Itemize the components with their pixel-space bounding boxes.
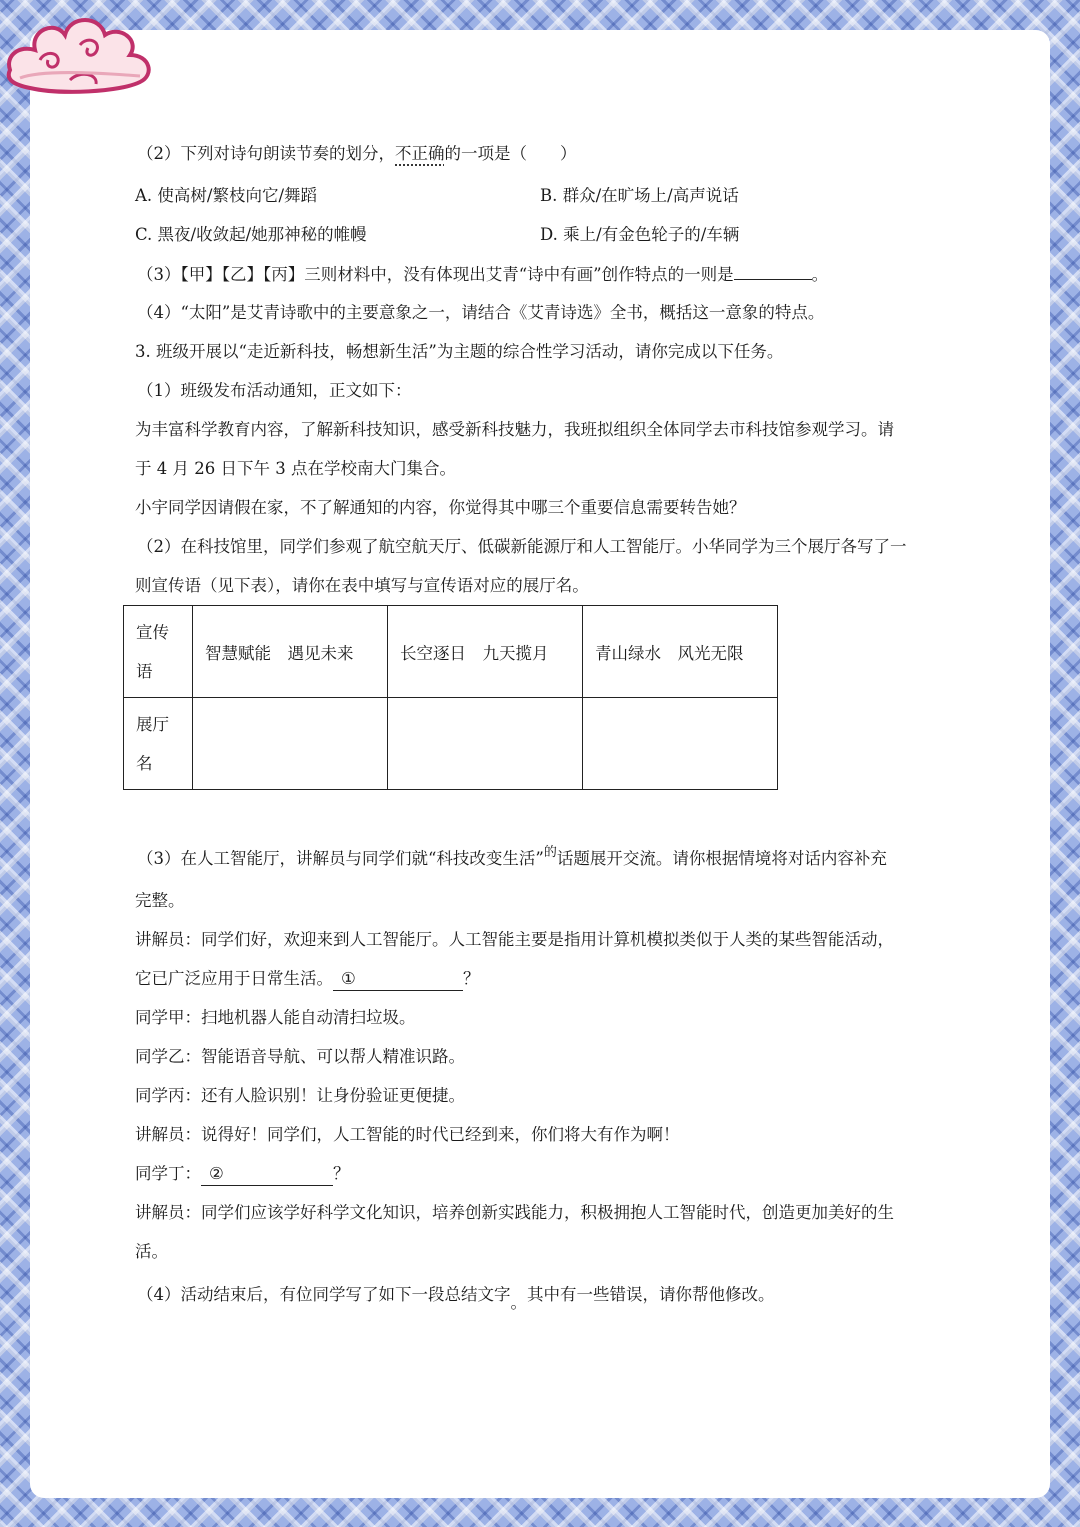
- hall-name-cell[interactable]: [193, 698, 388, 790]
- option-c[interactable]: C. 黑夜/收敛起/她那神秘的帷幔: [135, 225, 367, 244]
- question-2: [137, 143, 577, 165]
- guide-line-1: 讲解员：同学们好，欢迎来到人工智能厅。人工智能主要是指用计算机模拟类似于人类的某些智能活动，: [135, 930, 894, 949]
- task-3-de: 的: [543, 845, 557, 860]
- guide-line-2-text: 它已广泛应用于日常生活。: [135, 969, 333, 988]
- task-1: （1）班级发布活动通知，正文如下：: [137, 381, 412, 400]
- auspicious-cloud-icon: [0, 0, 160, 110]
- blank-1-marker: ①: [341, 969, 356, 988]
- dialogue-blank-1[interactable]: [333, 968, 463, 991]
- row-header-slogan: [124, 606, 193, 698]
- question-2-emphasis: 不正确: [395, 144, 445, 163]
- option-a[interactable]: A. 使高树/繁枝向它/舞蹈: [135, 186, 318, 205]
- question-3-text: （3）【甲】【乙】【丙】三则材料中，没有体现出艾青“诗中有画”创作特点的一则是: [137, 265, 734, 284]
- task-3-text-b: 话题展开交流。请你根据情境将对话内容补充: [556, 849, 887, 868]
- task-2-line-2: 则宣传语（见下表），请你在表中填写与宣传语对应的展厅名。: [135, 576, 589, 595]
- student-d-label: 同学丁：: [135, 1164, 201, 1183]
- slogan-cell: 智慧赋能 遇见未来: [193, 606, 388, 698]
- question-2-suffix: 的一项是（ ）: [444, 144, 577, 163]
- dialogue-blank-2[interactable]: [201, 1163, 333, 1186]
- task-4-dot: 。: [510, 1293, 527, 1312]
- question-3: [137, 263, 828, 286]
- row-header-line: 宣传: [136, 622, 169, 642]
- slogan-cell: 青山绿水 风光无限: [583, 606, 778, 698]
- task-3-line-2: 完整。: [135, 891, 185, 910]
- task-4: [137, 1284, 775, 1312]
- row-header-hall: [124, 698, 193, 790]
- student-d-line: [135, 1163, 350, 1186]
- slogan-table: [123, 605, 778, 790]
- hall-name-cell[interactable]: [388, 698, 583, 790]
- question-mark: ？: [333, 1164, 350, 1183]
- student-c-line: 同学丙：还有人脸识别！让身份验证更便捷。: [135, 1086, 465, 1105]
- notice-line-2: 于 4 月 26 日下午 3 点在学校南大门集合。: [135, 459, 456, 478]
- guide-line-3: 讲解员：说得好！同学们，人工智能的时代已经到来，你们将大有作为啊！: [135, 1125, 680, 1144]
- notice-line-1: 为丰富科学教育内容，了解新科技知识，感受新科技魅力，我班拟组织全体同学去市科技馆参观学习。请: [135, 420, 894, 439]
- task-2-line-1: （2）在科技馆里，同学们参观了航空航天厅、低碳新能源厅和人工智能厅。小华同学为三个展厅各写了一: [137, 537, 907, 556]
- row-header-line: 展厅: [136, 714, 169, 734]
- student-b-line: 同学乙：智能语音导航、可以帮人精准识路。: [135, 1047, 465, 1066]
- task-3-text-a: （3）在人工智能厅，讲解员与同学们就“科技改变生活”: [137, 849, 544, 868]
- guide-line-5: 活。: [135, 1242, 168, 1261]
- question-3-end: 。: [811, 265, 829, 284]
- option-b[interactable]: B. 群众/在旷场上/高声说话: [540, 186, 739, 205]
- task-4-text-b: 其中有一些错误，请你帮他修改。: [527, 1285, 775, 1304]
- guide-line-2: [135, 968, 480, 991]
- guide-line-4: 讲解员：同学们应该学好科学文化知识，培养创新实践能力，积极拥抱人工智能时代，创造更加美好的生: [135, 1203, 894, 1222]
- task-1-question: 小宇同学因请假在家，不了解通知的内容，你觉得其中哪三个重要信息需要转告她？: [135, 498, 746, 517]
- option-d[interactable]: D. 乘上/有金色轮子的/车辆: [540, 225, 740, 244]
- answer-blank[interactable]: [734, 263, 812, 280]
- blank-2-marker: ②: [209, 1164, 224, 1183]
- hall-name-cell[interactable]: [583, 698, 778, 790]
- table-row: [124, 606, 778, 698]
- question-4: （4）“太阳”是艾青诗歌中的主要意象之一，请结合《艾青诗选》全书，概括这一意象的特点。: [137, 303, 825, 322]
- table-row: [124, 698, 778, 790]
- task-4-text-a: （4）活动结束后，有位同学写了如下一段总结文字: [137, 1285, 511, 1304]
- row-header-line: 名: [136, 753, 153, 773]
- slogan-cell: 长空逐日 九天揽月: [388, 606, 583, 698]
- task-3-line-1: [137, 845, 887, 872]
- row-header-line: 语: [136, 661, 153, 681]
- question-mark: ？: [463, 969, 480, 988]
- question-2-prefix: （2）下列对诗句朗读节奏的划分，: [137, 144, 395, 163]
- section-3-title: 3. 班级开展以“走近新科技，畅想新生活”为主题的综合性学习活动，请你完成以下任务。: [135, 342, 784, 361]
- student-a-line: 同学甲：扫地机器人能自动清扫垃圾。: [135, 1008, 416, 1027]
